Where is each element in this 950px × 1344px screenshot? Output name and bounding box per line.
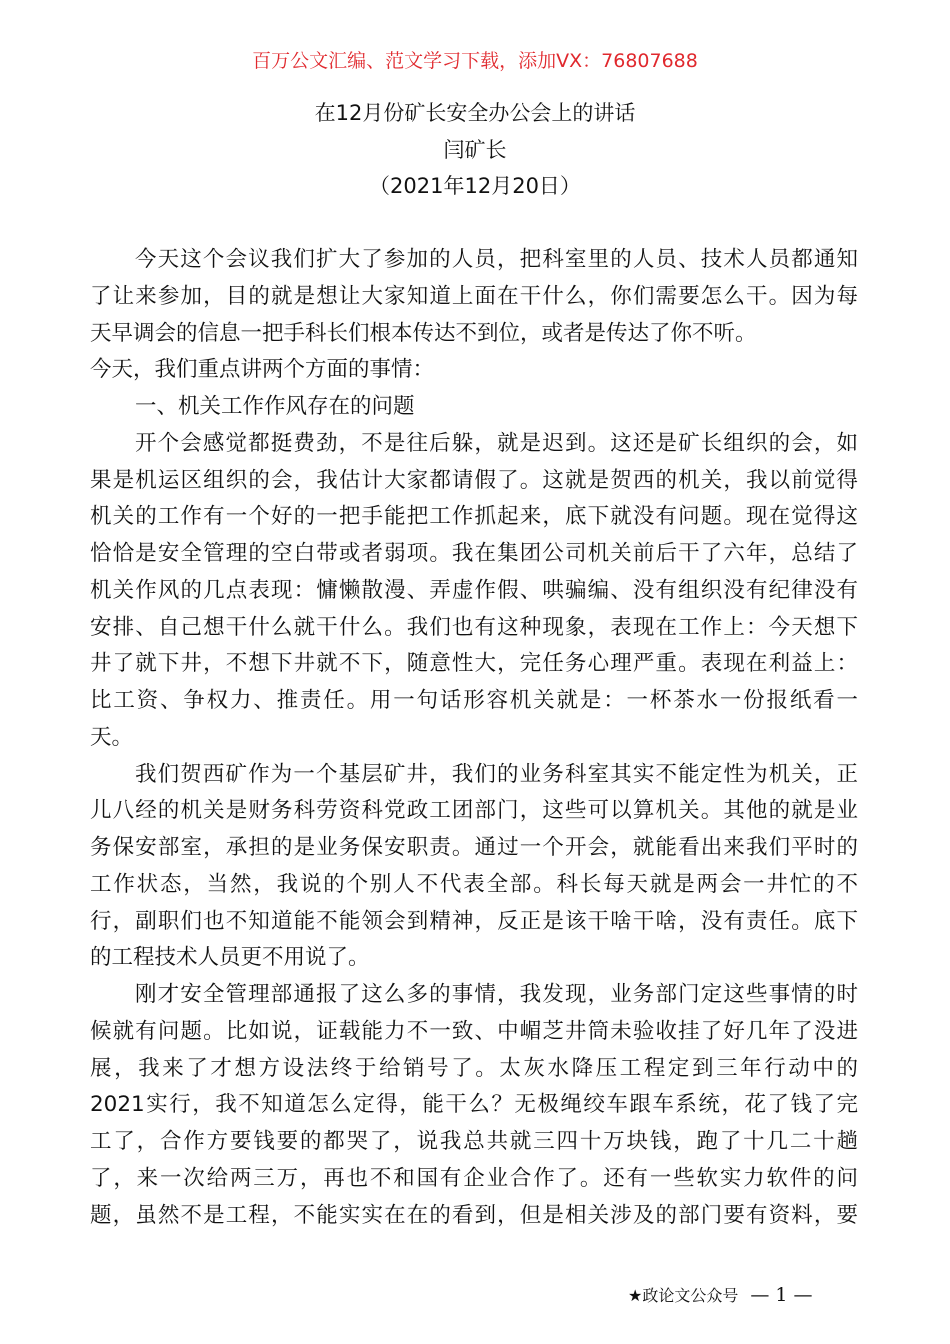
text-line: 展，我来了才想方设法终于给销号了。太灰水降压工程定到三年行动中的 bbox=[90, 1055, 858, 1081]
footer-source: ★政论文公众号 bbox=[628, 1286, 739, 1305]
text-line: 我们贺西矿作为一个基层矿井，我们的业务科室其实不能定性为机关，正 bbox=[135, 761, 858, 787]
document-author: 闫矿长 bbox=[443, 138, 507, 162]
text-line: 题，虽然不是工程，不能实实在在的看到，但是相关涉及的部门要有资料，要 bbox=[90, 1202, 858, 1228]
text-line: 比工资、争权力、推责任。用一句话形容机关就是：一杯茶水一份报纸看一 bbox=[90, 688, 858, 713]
document-date: （2021年12月20日） bbox=[369, 174, 581, 198]
text-line: 今天这个会议我们扩大了参加的人员，把科室里的人员、技术人员都通知 bbox=[135, 247, 858, 272]
page-footer bbox=[628, 1283, 813, 1306]
text-line: 工作状态，当然，我说的个别人不代表全部。科长每天就是两会一井忙的不 bbox=[90, 871, 858, 897]
document-title: 在12月份矿长安全办公会上的讲话 bbox=[314, 101, 636, 125]
text-line: 开个会感觉都挺费劲，不是往后躲，就是迟到。这还是矿长组织的会，如 bbox=[135, 430, 858, 456]
text-line: 一、机关工作作风存在的问题 bbox=[135, 394, 415, 419]
text-line: 的工程技术人员更不用说了。 bbox=[90, 945, 370, 971]
text-line: 行，副职们也不知道能不能领会到精神，反正是该干啥干啥，没有责任。底下 bbox=[90, 908, 858, 934]
text-line: 安排、自己想干什么就干什么。我们也有这种现象，表现在工作上：今天想下 bbox=[90, 614, 858, 640]
text-line: 刚才安全管理部通报了这么多的事情，我发现，业务部门定这些事情的时 bbox=[135, 982, 858, 1007]
page-number: — 1 — bbox=[750, 1284, 813, 1306]
text-line: 机关作风的几点表现：慵懒散漫、弄虚作假、哄骗编、没有组织没有纪律没有 bbox=[90, 577, 858, 603]
text-line: 了让来参加，目的就是想让大家知道上面在干什么，你们需要怎么干。因为每 bbox=[90, 283, 858, 309]
text-line: 天早调会的信息一把手科长们根本传达不到位，或者是传达了你不听。 bbox=[90, 320, 757, 346]
text-line: 儿八经的机关是财务科劳资科党政工团部门，这些可以算机关。其他的就是业 bbox=[90, 798, 858, 824]
watermark-header: 百万公文汇编、范文学习下载，添加VX：76807688 bbox=[252, 50, 698, 72]
text-line: 恰恰是安全管理的空白带或者弱项。我在集团公司机关前后干了六年，总结了 bbox=[90, 541, 858, 566]
text-line: 今天，我们重点讲两个方面的事情： bbox=[90, 357, 435, 383]
text-line: 机关的工作有一个好的一把手能把工作抓起来，底下就没有问题。现在觉得这 bbox=[90, 504, 858, 530]
text-line: 2021实行，我不知道怎么定得，能干么？无极绳绞车跟车系统，花了钱了完 bbox=[90, 1092, 858, 1118]
text-line: 果是机运区组织的会，我估计大家都请假了。这就是贺西的机关，我以前觉得 bbox=[90, 467, 858, 493]
document-body bbox=[90, 242, 858, 1234]
text-line: 了，来一次给两三万，再也不和国有企业合作了。还有一些软实力软件的问 bbox=[90, 1165, 858, 1191]
text-line: 工了，合作方要钱要的都哭了，说我总共就三四十万块钱，跑了十几二十趟 bbox=[90, 1129, 858, 1154]
text-line: 务保安部室，承担的是业务保安职责。通过一个开会，就能看出来我们平时的 bbox=[90, 835, 858, 860]
text-line: 候就有问题。比如说，证载能力不一致、中嵋芝井筒未验收挂了好几年了没进 bbox=[90, 1018, 858, 1044]
text-line: 天。 bbox=[90, 724, 134, 750]
text-line: 井了就下井，不想下井就不下，随意性大，完任务心理严重。表现在利益上： bbox=[90, 651, 858, 677]
